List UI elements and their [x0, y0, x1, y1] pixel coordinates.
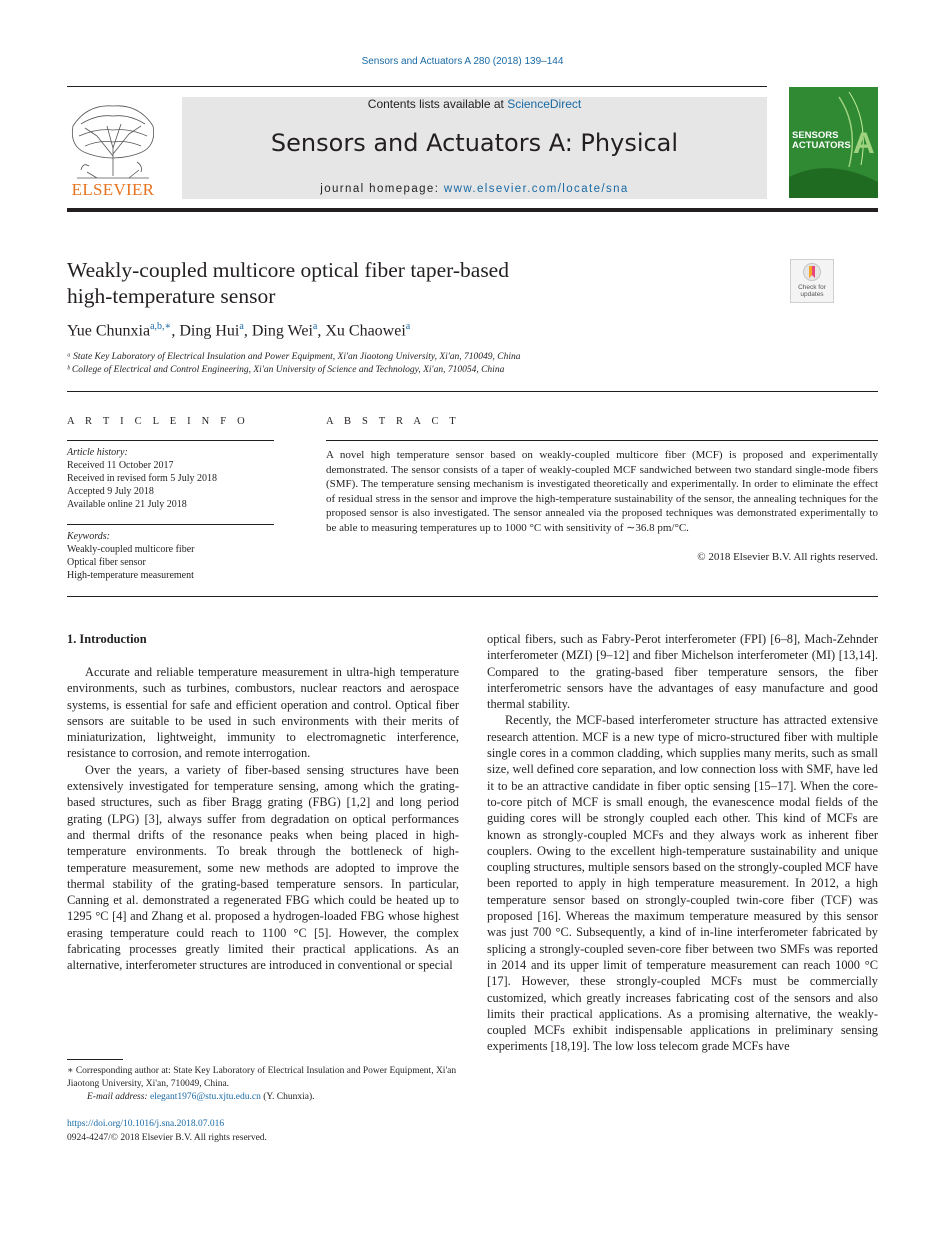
contents-prefix: Contents lists available at [367, 97, 508, 111]
paragraph: optical fibers, such as Fabry-Perot interferometer (FPI) [6–8], Mach-Zehnder interferometer (MZI) [9–12] and fiber Michelson interferometer (MI) [13,14]. Compared to the grating-based fiber temperature sensors, the fiber interferometric sensors have the advantages of easy manufacture and good thermal stability. [487, 632, 878, 712]
article-title [67, 258, 747, 309]
keyword: Optical fiber sensor [67, 557, 146, 568]
author-name: Yue Chunxia [67, 322, 151, 340]
abstract-bottom-rule [67, 596, 878, 597]
keywords-label: Keywords: [67, 531, 110, 542]
right-column [487, 631, 878, 1055]
keywords-rule [67, 524, 274, 525]
badge-label-line-1: Check for [798, 284, 826, 291]
email-suffix: (Y. Chunxia). [260, 1092, 315, 1102]
top-rule [67, 86, 767, 87]
author-name: Ding Wei [251, 322, 313, 340]
article-history [67, 446, 277, 511]
title-line-1: Weakly-coupled multicore optical fiber taper-based [67, 258, 509, 282]
paragraph: Accurate and reliable temperature measurement in ultra-high temperature environments, such as turbines, combustors, nuclear reactors and aerospace systems, is essential for safe and efficient operation and control. Optical fiber sensors are suitable to be used in such environments with their merits of miniaturization, lightweight, immunity to electromagnetic interference, resistance to corrosion, and remote interrogation. [67, 665, 459, 761]
affiliation-b: ᵇ College of Electrical and Control Engineering, Xi'an University of Science and Technology, Xi'an, 710054, China [67, 365, 505, 375]
article-info-heading: A R T I C L E I N F O [67, 416, 249, 427]
cover-title-line-1: SENSORS [792, 130, 839, 141]
keyword: High-temperature measurement [67, 570, 194, 581]
check-for-updates-badge[interactable] [790, 259, 834, 303]
journal-title: Sensors and Actuators A: Physical [270, 129, 679, 157]
homepage-link[interactable]: www.elsevier.com/locate/sna [443, 183, 629, 195]
left-column [67, 664, 459, 974]
corresponding-author-note: ∗ Corresponding author at: State Key Laboratory of Electrical Insulation and Power Equipment, Xi'an Jiaotong University, Xi'an, 710049, China. [67, 1066, 457, 1089]
author-affil-marker[interactable]: a [312, 321, 318, 332]
email-link[interactable]: elegant1976@stu.xjtu.edu.cn [149, 1092, 261, 1102]
keywords [67, 530, 277, 582]
cover-title-line-2: ACTUATORS [792, 140, 851, 151]
affiliation-a: ᵃ State Key Laboratory of Electrical Insulation and Power Equipment, Xi'an Jiaotong University, Xi'an, 710049, China [67, 352, 521, 362]
badge-label-line-2: updates [800, 291, 824, 298]
keyword: Weakly-coupled multicore fiber [67, 544, 195, 555]
abstract-heading: A B S T R A C T [326, 416, 460, 427]
history-received: Received 11 October 2017 [67, 460, 174, 471]
cover-title [792, 131, 851, 151]
email-note [67, 1091, 459, 1104]
author-affil-marker[interactable]: a [405, 321, 411, 332]
badge-label [791, 284, 833, 298]
homepage-prefix: journal homepage: [320, 183, 444, 195]
email-label: E-mail address: [87, 1092, 150, 1102]
issn-line: 0924-4247/© 2018 Elsevier B.V. All rights reserved. [67, 1133, 267, 1143]
abstract-copyright: © 2018 Elsevier B.V. All rights reserved. [697, 551, 878, 563]
author-name: Xu Chaowei [325, 322, 406, 340]
paragraph: Recently, the MCF-based interferometer structure has attracted extensive research attention. MCF is a new type of micro-structured fiber with multiple single cores in a common cladding, which supplies many merits, such as small size, well defined core separation, and low connection loss with SMF, have led it to be an attractive candidate in fiber optic sensing [15–17]. When the core-to-core pitch of MCF is small enough, the evanescence modal fields of the guiding cores will be strongly coupled each other. This kind of MCFs are known as strongly-coupled MCFs and they always work as inherent fiber couplers. Owing to the excellent high-temperature sustainability and unique coupling structures, multiple sensors based on the strongly-coupled MCF have been reported to apply in high temperature measurement. In 2012, a high temperature sensor based on strongly-coupled twin-core fiber (TCF) was proposed [16]. Whereas the maximum temperature measured by this sensor was just 700 °C. Subsequently, a kind of in-line interferometer fabricated by splicing a strongly-coupled seven-core fiber between two SMFs was reported in 2014 and its upper limit of temperature measurement can reach 1000 °C [17]. However, these strongly-coupled MCFs must be commercially customized, which greatly increases fabricating cost of the sensors and also limits their practical applications. As a promising alternative, the weakly-coupled MCFs exhibit indispensable applications in preliminary sensing experiments [18,19]. The low loss telecom grade MCFs have [487, 713, 878, 1054]
history-accepted: Accepted 9 July 2018 [67, 486, 154, 497]
svg-text:A: A [853, 127, 875, 160]
article-info-rule [67, 440, 274, 441]
homepage-line [182, 183, 767, 195]
abstract-rule [326, 440, 878, 441]
history-label: Article history: [67, 447, 128, 458]
abstract-text: A novel high temperature sensor based on weakly-coupled multicore fiber (MCF) is proposed and experimentally demonstrated. The sensor consists of a taper of weakly-coupled MCF sandwiched between two standard single-mode fibers (SMF). The temperature sensing mechanism is investigated theoretically and experimentally. In order to eliminate the effect of residual stress in the sensor and improve the high-temperature sustainability of the sensor, the annealing techniques for the proposed sensor is also investigated. The sensor annealed via the proposed techniques was demonstrated experimentally to be able to measuring temperatures up to 1000 °C with sensitivity of ∼36.8 pm/°C. [326, 449, 878, 534]
running-header[interactable]: Sensors and Actuators A 280 (2018) 139–144 [361, 56, 564, 67]
section-heading-introduction: 1. Introduction [67, 632, 147, 646]
journal-cover[interactable] [789, 87, 878, 198]
author-affil-marker[interactable]: a [239, 321, 244, 332]
paragraph: Over the years, a variety of fiber-based sensing structures have been extensively investigated for temperature sensing, among which the grating-based structures, such as fiber Bragg grating (FBG) [1,2] and long period grating (LPG) [3], always suffer from degradation on optical performances and thermal drifts of the resonance peaks when being placed in high-temperature environments. To break through the bottleneck of high-temperature measurement, some new methods are adopted to improve the thermal stability of the grating-based temperature sensors. In particular, Canning et al. demonstrated a regenerated FBG which could be heated up to 1295 °C [4] and Zhang et al. proposed a hydrogen-loaded FBG whose highest erasing temperature could reach to 1100 °C [5]. However, the complex fabricating processes greatly limited their practical applications. As an alternative, interferometer structures are introduced in conventional or special [67, 762, 459, 973]
masthead-rule [67, 208, 878, 212]
contents-line [182, 97, 767, 111]
elsevier-wordmark: ELSEVIER [71, 180, 155, 199]
history-revised: Received in revised form 5 July 2018 [67, 473, 217, 484]
author-list: Yue Chunxia$^{a,b,∗}$, Ding Hui$^a$, Ding Wei$^a$, Xu Chaowei$^a$ [67, 321, 411, 340]
bookmark-icon [803, 263, 821, 281]
sciencedirect-link[interactable]: ScienceDirect [507, 97, 582, 111]
section-divider [67, 391, 878, 392]
title-line-2: high-temperature sensor [67, 283, 276, 308]
history-online: Available online 21 July 2018 [67, 499, 187, 510]
author-name: Ding Hui [179, 322, 240, 340]
footnote-rule [67, 1059, 123, 1060]
doi-link[interactable]: https://doi.org/10.1016/j.sna.2018.07.016 [67, 1119, 225, 1129]
author-affil-marker[interactable]: a,b,∗ [150, 321, 172, 332]
